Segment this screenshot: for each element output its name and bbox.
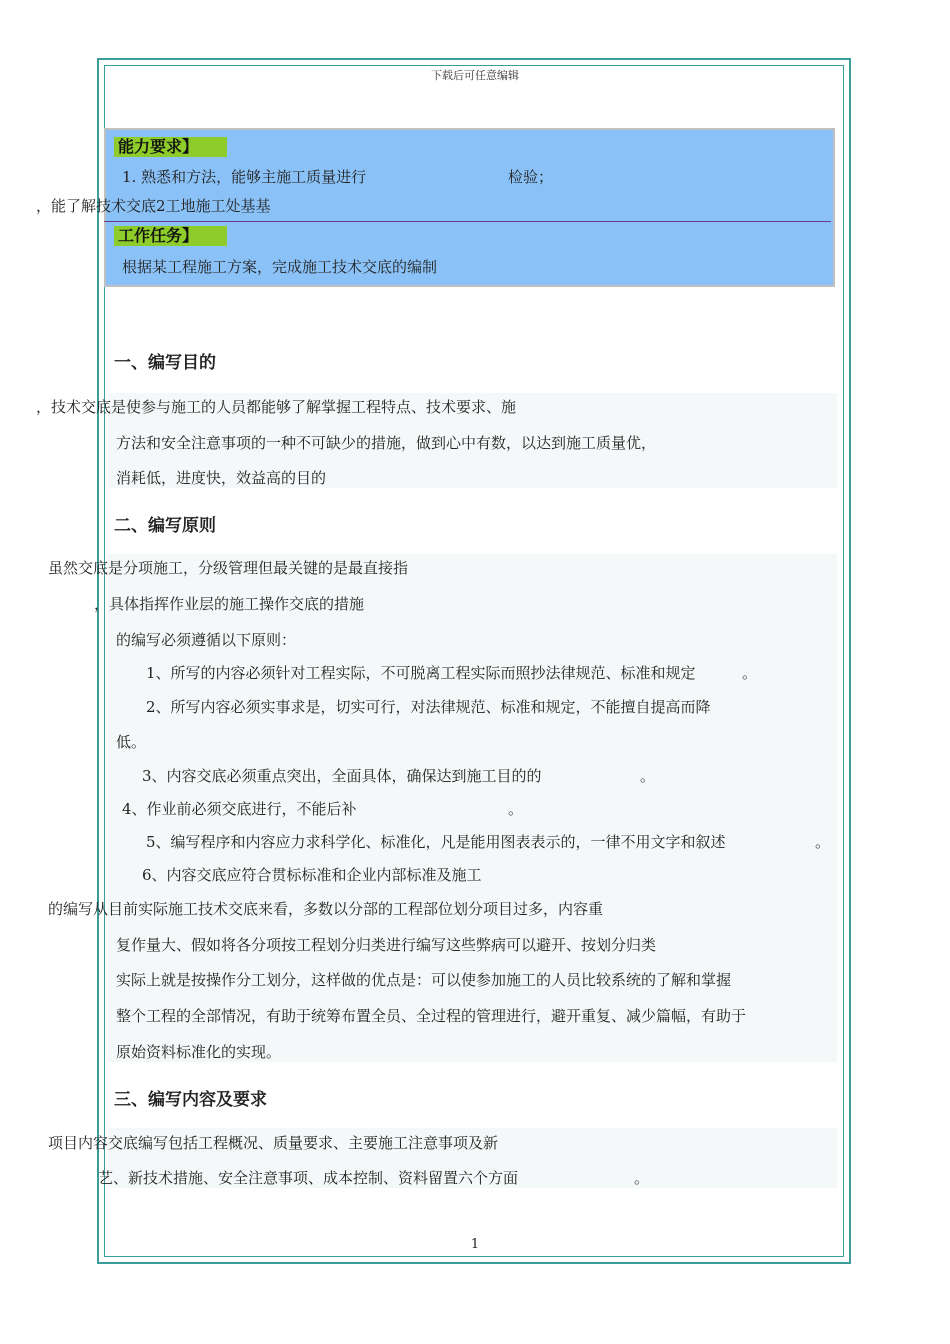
section-2-line: 4、作业前必须交底进行，不能后补	[122, 800, 357, 818]
section-3-line-end: 。	[634, 1169, 650, 1187]
box-divider	[104, 221, 831, 222]
page-number: 1	[470, 1237, 480, 1252]
section-2-line: 2、所写内容必须实事求是，切实可行，对法律规范、标准和规定，不能擅自提高而降	[146, 698, 711, 716]
section-2-line: 复作量大、假如将各分项按工程划分归类进行编写这些弊病可以避开、按划分归类	[116, 936, 657, 954]
page-header: 下载后可任意编辑	[431, 69, 519, 82]
section-2-line: 虽然交底是分项施工，分级管理但最关键的是最直接指	[48, 559, 409, 577]
section-3-line: 艺、新技术措施、安全注意事项、成本控制、资料留置六个方面	[98, 1169, 519, 1187]
section-2-line: 6、内容交底应符合贯标标准和企业内部标准及施工	[142, 866, 482, 884]
section-2-line: 原始资料标准化的实现。	[116, 1043, 282, 1061]
section-1-line: ，技术交底是使参与施工的人员都能够了解掌握工程特点、技术要求、施	[36, 398, 517, 416]
section-2-title: 二、编写原则	[114, 516, 216, 536]
section-2-line-end: 。	[640, 767, 656, 785]
section-1-title: 一、编写目的	[114, 353, 216, 373]
section-2-line: 的编写从目前实际施工技术交底来看，多数以分部的工程部位划分项目过多，内容重	[48, 900, 604, 918]
section-2-line: 低。	[116, 733, 147, 751]
requirement-line-1: 1. 熟悉和方法，能够主施工质量进行	[122, 168, 367, 186]
requirement-line-1-end: 检验；	[508, 168, 554, 186]
section-2-line: 整个工程的全部情况，有助于统筹布置全员、全过程的管理进行，避开重复、减少篇幅，有助于	[116, 1007, 747, 1025]
ability-tag: 能力要求】	[114, 137, 227, 157]
requirement-line-2: ，能了解技术交底2工地施工处基基	[36, 197, 271, 215]
section-2-line: 实际上就是按操作分工划分，这样做的优点是：可以使参加施工的人员比较系统的了解和掌握	[116, 971, 732, 989]
section-1-line: 消耗低，进度快，效益高的目的	[116, 469, 327, 487]
task-line: 根据某工程施工方案，完成施工技术交底的编制	[122, 258, 438, 276]
section-2-line: 1、所写的内容必须针对工程实际，不可脱离工程实际而照抄法律规范、标准和规定	[146, 664, 696, 682]
section-2-line: 5、编写程序和内容应力求科学化、标准化，凡是能用图表表示的，一律不用文字和叙述	[146, 833, 726, 851]
section-3-line: 项目内容交底编写包括工程概况、质量要求、主要施工注意事项及新	[48, 1134, 499, 1152]
section-1-line: 方法和安全注意事项的一种不可缺少的措施，做到心中有数，以达到施工质量优，	[116, 434, 657, 452]
section-3-title: 三、编写内容及要求	[114, 1090, 267, 1110]
section-2-line: 3、内容交底必须重点突出，全面具体，确保达到施工目的的	[142, 767, 542, 785]
section-2-line-end: 。	[508, 800, 524, 818]
task-tag: 工作任务】	[114, 226, 227, 246]
section-2-line: ，具体指挥作业层的施工操作交底的措施	[94, 595, 365, 613]
section-2-line-end: 。	[742, 664, 758, 682]
section-2-line: 的编写必须遵循以下原则：	[116, 631, 297, 649]
section-2-line-end: 。	[815, 833, 831, 851]
